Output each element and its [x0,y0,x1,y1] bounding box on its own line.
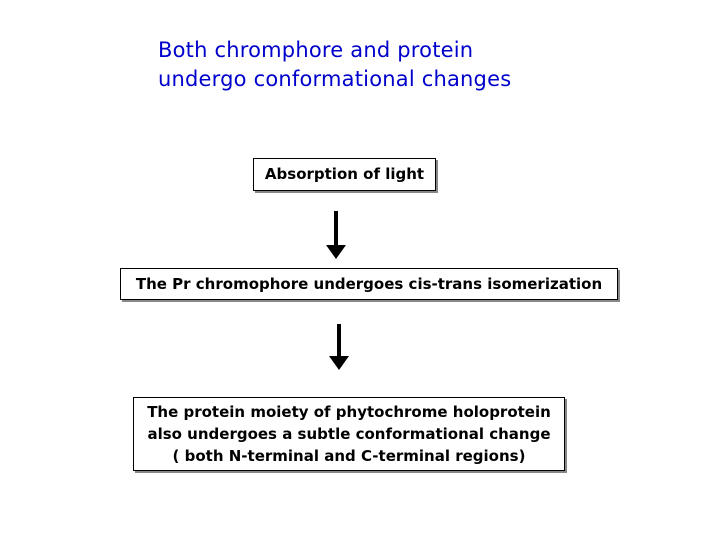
down-arrow-icon [329,324,349,370]
step-box-absorption: Absorption of light [253,158,436,191]
slide-title-line-1: Both chromphore and protein [158,38,474,62]
step-box-line-3: ( both N-terminal and C-terminal regions) [172,447,526,465]
arrow-shaft [337,324,341,358]
arrow-head [329,356,349,370]
step-box-protein-change [133,397,565,471]
slide-title [158,36,638,94]
slide-title-line-2: undergo conformational changes [158,67,512,91]
step-box-isomerization: The Pr chromophore undergoes cis-trans isomerization [120,268,618,300]
arrow-head [326,245,346,259]
step-box-line-2: also undergoes a subtle conformational change [147,425,551,443]
step-box-line-1: The protein moiety of phytochrome holoprotein [147,403,551,421]
down-arrow-icon [326,211,346,259]
arrow-shaft [334,211,338,247]
